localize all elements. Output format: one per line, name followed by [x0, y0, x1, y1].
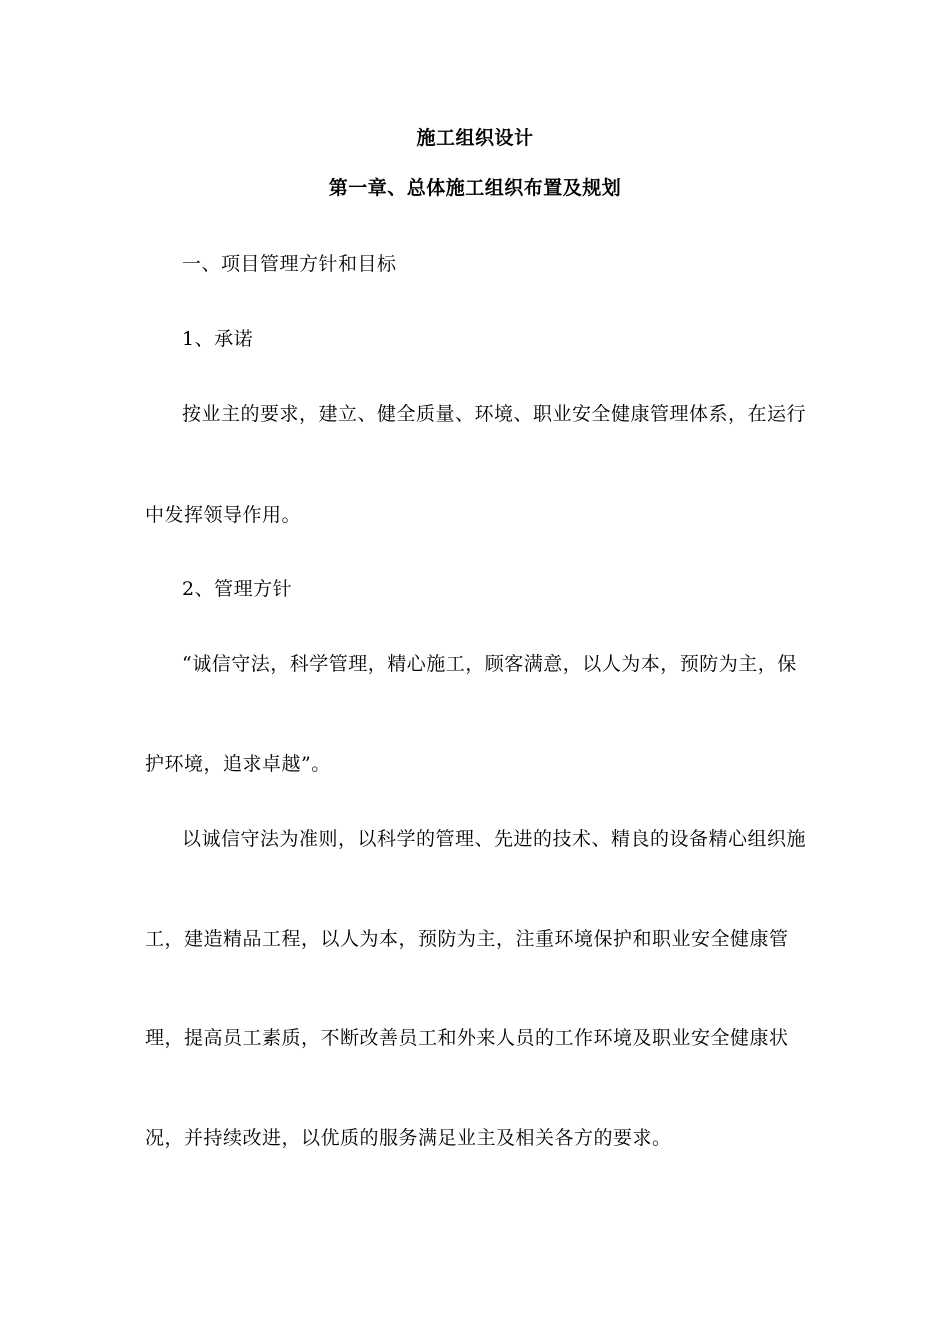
item-heading-commitment: 1、承诺 — [182, 328, 254, 350]
paragraph-line: 工，建造精品工程，以人为本，预防为主，注重环境保护和职业安全健康管 — [145, 928, 789, 950]
paragraph-line: 况，并持续改进，以优质的服务满足业主及相关各方的要求。 — [145, 1127, 672, 1149]
paragraph-line: “诚信守法，科学管理，精心施工，顾客满意，以人为本，预防为主，保 — [182, 653, 797, 675]
paragraph-line: 理，提高员工素质，不断改善员工和外来人员的工作环境及职业安全健康状 — [145, 1027, 789, 1049]
paragraph-line: 以诚信守法为准则，以科学的管理、先进的技术、精良的设备精心组织施 — [182, 828, 807, 850]
document-title: 施工组织设计 — [416, 127, 534, 149]
paragraph-line: 中发挥领导作用。 — [145, 504, 302, 526]
section-heading: 一、项目管理方针和目标 — [182, 253, 397, 275]
paragraph-line: 按业主的要求，建立、健全质量、环境、职业安全健康管理体系，在运行 — [182, 403, 807, 425]
paragraph-line: 护环境，追求卓越”。 — [145, 753, 331, 775]
item-heading-policy: 2、管理方针 — [182, 578, 293, 600]
chapter-title: 第一章、总体施工组织布置及规划 — [328, 177, 622, 199]
